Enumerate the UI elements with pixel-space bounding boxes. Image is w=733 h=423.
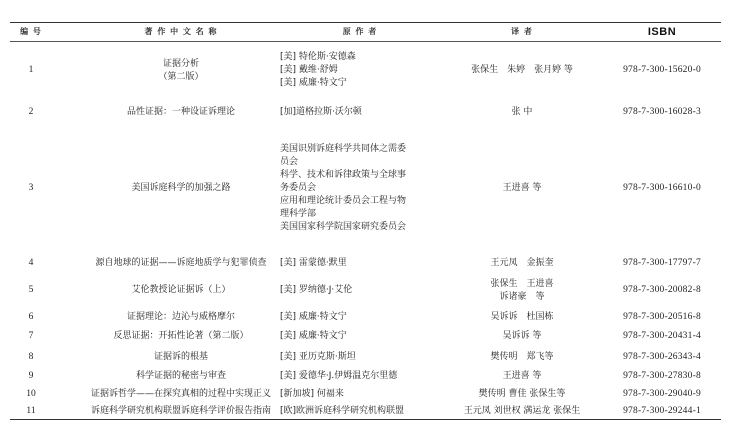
header-author: 原 作 者	[342, 27, 378, 36]
original-author-line: [美] 雷蒙德·默里	[280, 257, 347, 268]
table-row	[0, 386, 733, 402]
row-number: 1	[28, 65, 34, 75]
translators-line: 王元凤 刘世权 满运龙 张保生	[463, 406, 581, 416]
original-author-line: [美] 威廉·特文宁	[280, 78, 347, 88]
translators-line: 樊传明 郑飞等	[490, 352, 554, 362]
header-translator: 译 者	[511, 27, 533, 36]
original-author-line: [美] 爱德华·J.伊姆温克尔里德	[280, 370, 398, 381]
original-author-line: [美] 罗纳德·J·艾伦	[280, 285, 353, 295]
translators-line: 张 中	[511, 107, 533, 117]
table-row	[0, 274, 733, 307]
translators	[452, 367, 592, 385]
row-number: 5	[28, 285, 34, 295]
book-title	[96, 274, 266, 307]
table-row	[0, 99, 733, 126]
isbn-number: 978-7-300-16610-0	[623, 183, 701, 193]
translators	[452, 43, 592, 98]
translators	[452, 274, 592, 307]
original-author-line: 应用和理论统计委员会工程与物	[280, 196, 407, 206]
book-title-line: 源自地球的证据——诉庭地质学与犯罪侦查	[95, 257, 267, 268]
book-title	[96, 99, 266, 126]
table-row	[0, 367, 733, 385]
table-row	[0, 127, 733, 250]
book-title	[96, 253, 266, 273]
row-number: 9	[28, 370, 34, 381]
translators-line: 吴诉诉 等	[502, 331, 542, 341]
original-author-line: 理科学部	[280, 209, 317, 219]
original-author-line: 科学、技术和诉律政策与全球事	[280, 170, 407, 180]
book-title-line: （第二版）	[158, 71, 204, 82]
isbn-number: 978-7-300-20431-4	[623, 331, 701, 341]
header-title: 著 作 中 文 名 称	[144, 27, 218, 36]
book-title-line: 证据诉哲学——在探究真相的过程中实现正义	[91, 388, 272, 399]
book-title	[96, 309, 266, 326]
original-author	[280, 327, 440, 346]
translators	[452, 348, 592, 367]
original-author-line: 美国识别诉庭科学共同体之需委	[280, 144, 407, 154]
original-author	[280, 274, 440, 307]
isbn-number: 978-7-300-15620-0	[623, 65, 701, 75]
translators-line: 王进喜 等	[502, 183, 542, 193]
original-author-line: [欧]欧洲诉庭科学研究机构联盟	[280, 406, 405, 416]
translators-line: 张保生 朱婷 张月婷 等	[471, 65, 573, 75]
table-row	[0, 253, 733, 273]
original-author	[280, 367, 440, 385]
translators-line: 王元凤 金振奎	[490, 257, 554, 268]
isbn-number: 978-7-300-27830-8	[623, 370, 701, 381]
original-author-line: [加]道格拉斯·沃尔顿	[280, 107, 362, 117]
isbn-number: 978-7-300-20516-8	[623, 312, 701, 322]
row-number: 10	[26, 388, 36, 399]
row-number: 11	[26, 406, 36, 416]
translators	[452, 309, 592, 326]
table-row	[0, 43, 733, 98]
original-author-line: [美] 威廉·特文宁	[280, 331, 347, 341]
original-author	[280, 253, 440, 273]
row-number: 8	[28, 352, 34, 362]
book-title	[96, 127, 266, 250]
book-title-line: 反思证据：开拓性论著（第二版）	[113, 331, 249, 341]
book-title-line: 诉庭科学研究机构联盟诉庭科学评价报告指南	[91, 406, 272, 416]
book-title-line: 证据理论：边沁与威格摩尔	[126, 312, 235, 322]
original-author-line: 务委员会	[280, 183, 317, 193]
book-title	[96, 43, 266, 98]
translators	[452, 327, 592, 346]
row-number: 2	[28, 107, 34, 117]
table-row	[0, 309, 733, 326]
original-author-line: [美] 威廉·特文宁	[280, 312, 347, 322]
row-number: 7	[28, 331, 34, 341]
original-author-line: [美] 特伦斯·安德森	[280, 52, 356, 62]
isbn-number: 978-7-300-29244-1	[623, 406, 701, 416]
original-author	[280, 127, 440, 250]
isbn-number: 978-7-300-29040-9	[623, 388, 701, 399]
book-title-line: 证据诉的根基	[153, 352, 208, 362]
isbn-number: 978-7-300-20082-8	[623, 285, 701, 295]
book-title-line: 证据分析	[162, 58, 199, 69]
table-header-rule	[10, 41, 721, 42]
original-author-line: [美] 戴维·舒姆	[280, 65, 338, 75]
translators-line: 吴诉诉 杜国栋	[490, 312, 554, 322]
translators	[452, 386, 592, 402]
isbn-number: 978-7-300-26343-4	[623, 352, 701, 362]
original-author	[280, 386, 440, 402]
isbn-number: 978-7-300-17797-7	[623, 257, 701, 268]
original-author	[280, 348, 440, 367]
isbn-number: 978-7-300-16028-3	[623, 107, 701, 117]
book-title	[96, 348, 266, 367]
original-author	[280, 99, 440, 126]
book-title-line: 艾伦教授论证据诉（上）	[131, 285, 231, 295]
translators	[452, 403, 592, 420]
book-title	[96, 327, 266, 346]
book-title	[91, 386, 272, 402]
translators-line: 诉诸豪 等	[499, 291, 545, 302]
translators-line: 张保生 王进喜	[490, 278, 554, 289]
table-row	[0, 403, 733, 420]
book-title	[96, 367, 266, 385]
original-author	[280, 43, 440, 98]
translators-line: 樊传明 曹佳 张保生等	[478, 388, 566, 399]
original-author-line: 美国国家科学院国家研究委员会	[280, 222, 407, 232]
table-row	[0, 348, 733, 367]
book-title-line: 品性证据：一种设证诉理论	[126, 107, 235, 117]
book-title	[91, 403, 272, 420]
translators	[452, 99, 592, 126]
book-title-line: 美国诉庭科学的加强之路	[131, 183, 231, 193]
translators	[452, 253, 592, 273]
original-author-line: [新加坡] 何福来	[280, 388, 344, 399]
row-number: 4	[28, 257, 34, 268]
table-top-rule	[10, 22, 721, 23]
translators-line: 王进喜 等	[502, 370, 542, 381]
table-row	[0, 327, 733, 346]
book-title-line: 科学证据的秘密与审查	[135, 370, 226, 381]
row-number: 3	[28, 183, 34, 193]
original-author	[280, 403, 440, 420]
table-bottom-rule	[10, 419, 721, 420]
translators	[452, 127, 592, 250]
original-author	[280, 309, 440, 326]
original-author-line: 员会	[280, 157, 299, 167]
row-number: 6	[28, 312, 34, 322]
header-number: 编 号	[20, 27, 42, 36]
original-author-line: [美] 亚历克斯·斯坦	[280, 352, 356, 362]
header-isbn: ISBN	[647, 26, 677, 38]
